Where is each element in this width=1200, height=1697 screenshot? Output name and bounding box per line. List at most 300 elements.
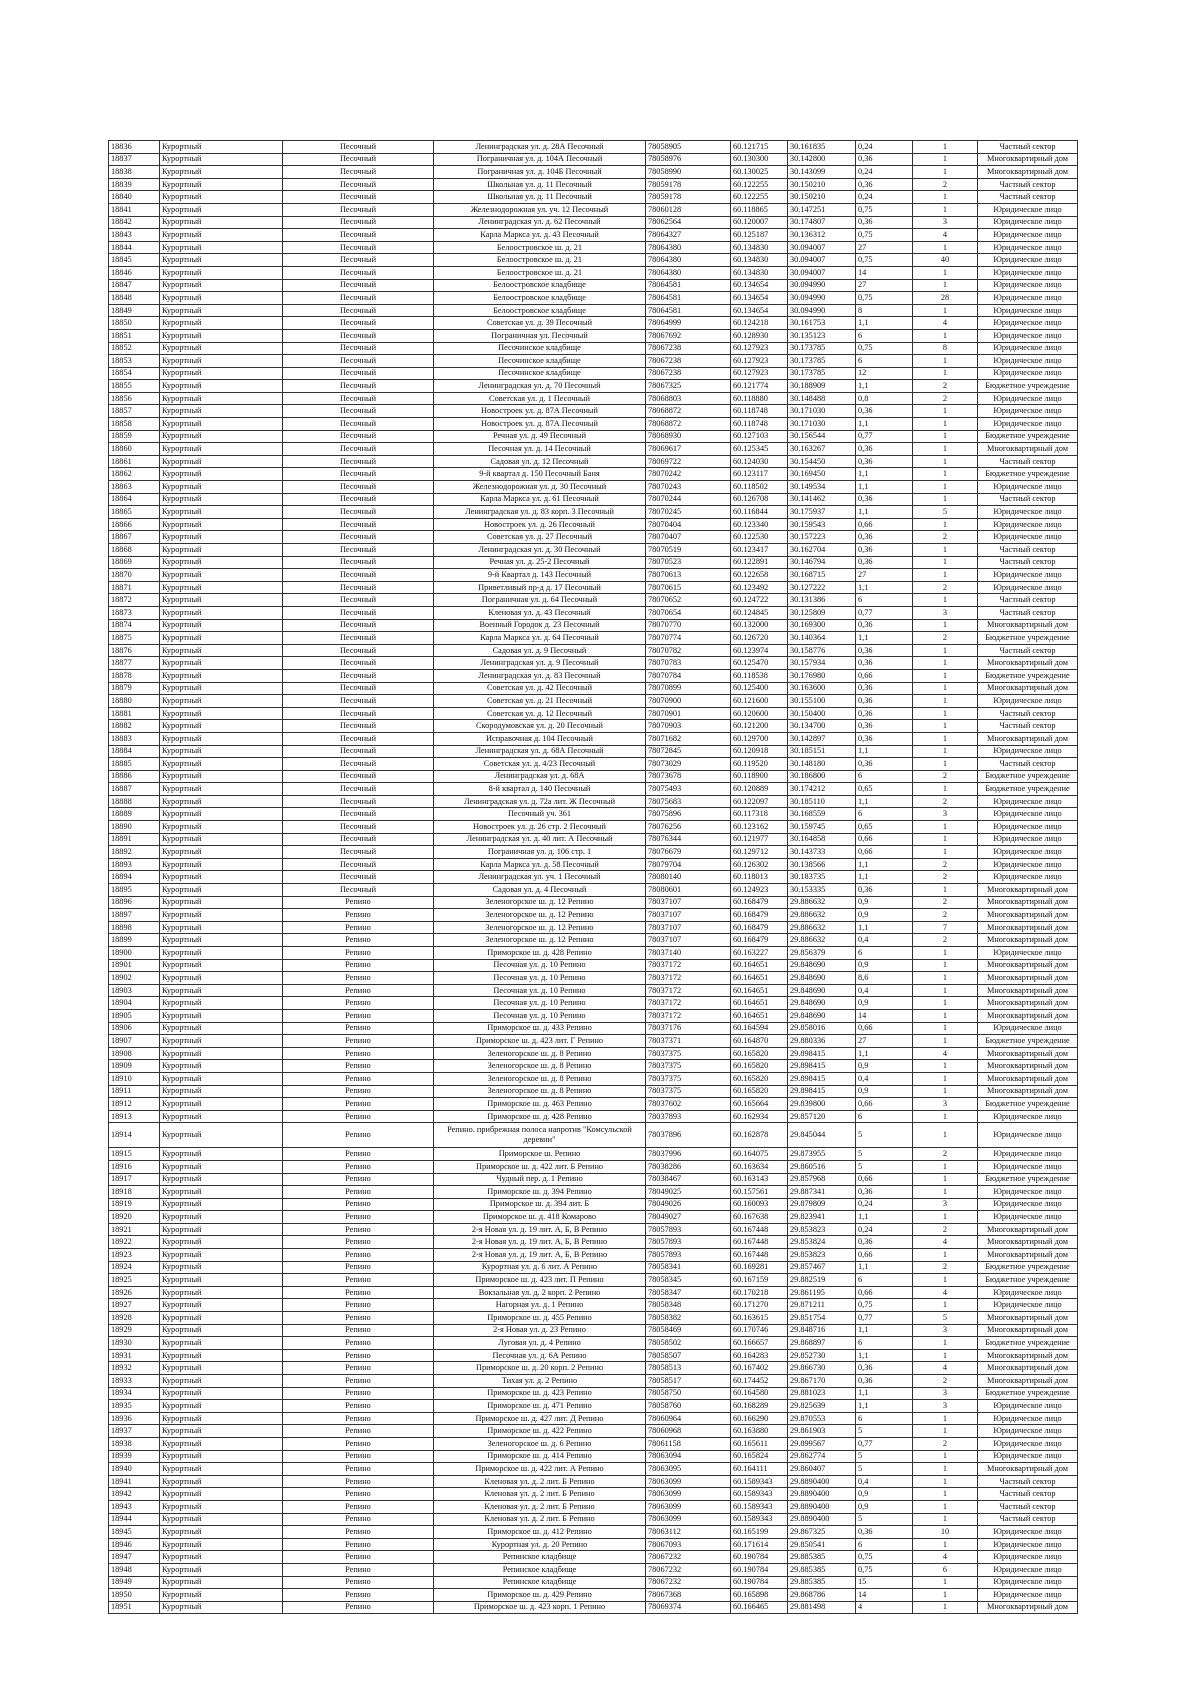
cell-row-number: 18897	[109, 909, 160, 922]
cell-address: Исправочная д. 104 Песочный	[434, 732, 646, 745]
cell-locality: Репино	[283, 1249, 434, 1262]
cell-row-number: 18841	[109, 203, 160, 216]
cell-row-number: 18874	[109, 619, 160, 632]
cell-owner-type: Юридическое лицо	[978, 695, 1078, 708]
cell-longitude: 30.161835	[788, 141, 856, 154]
cell-container-volume: 14	[856, 1589, 913, 1602]
cell-container-count: 1	[913, 959, 978, 972]
cell-locality: Репино	[283, 1211, 434, 1224]
cell-container-volume: 27	[856, 1035, 913, 1048]
cell-district: Курортный	[160, 380, 283, 393]
cell-locality: Репино	[283, 1173, 434, 1186]
cell-longitude: 30.161753	[788, 317, 856, 330]
cell-row-number: 18951	[109, 1601, 160, 1614]
cell-address: Новостроек ул. д. 26 стр. 2 Песочный	[434, 821, 646, 834]
cell-site-code: 78058345	[646, 1274, 731, 1287]
cell-owner-type: Юридическое лицо	[978, 355, 1078, 368]
cell-row-number: 18863	[109, 481, 160, 494]
cell-owner-type: Частный сектор	[978, 544, 1078, 557]
cell-address: Ленинградская ул. д. 68А	[434, 770, 646, 783]
cell-site-code: 78049025	[646, 1186, 731, 1199]
table-row	[109, 1110, 1078, 1123]
cell-site-code: 78063099	[646, 1475, 731, 1488]
cell-district: Курортный	[160, 1072, 283, 1085]
cell-longitude: 29.8890400	[788, 1500, 856, 1513]
cell-longitude: 30.142800	[788, 153, 856, 166]
cell-address: Белоостровское кладбище	[434, 292, 646, 305]
table-row	[109, 556, 1078, 569]
cell-container-count: 2	[913, 1437, 978, 1450]
cell-address: 9-й квартал д. 150 Песочный Баня	[434, 468, 646, 481]
cell-address: Приморское ш. д. 433 Репино	[434, 1022, 646, 1035]
cell-row-number: 18935	[109, 1400, 160, 1413]
cell-locality: Репино	[283, 1123, 434, 1148]
cell-latitude: 60.1589343	[731, 1513, 788, 1526]
cell-longitude: 30.163267	[788, 443, 856, 456]
cell-site-code: 78060968	[646, 1425, 731, 1438]
cell-longitude: 29.860516	[788, 1160, 856, 1173]
cell-site-code: 78058469	[646, 1324, 731, 1337]
cell-latitude: 60.165898	[731, 1589, 788, 1602]
cell-container-count: 3	[913, 1400, 978, 1413]
cell-owner-type: Многоквартирный дом	[978, 909, 1078, 922]
cell-address: Приморское ш. д. 414 Репино	[434, 1450, 646, 1463]
cell-latitude: 60.122097	[731, 795, 788, 808]
cell-container-volume: 1,1	[856, 317, 913, 330]
cell-latitude: 60.122255	[731, 178, 788, 191]
cell-latitude: 60.121200	[731, 720, 788, 733]
cell-longitude: 30.168559	[788, 808, 856, 821]
cell-latitude: 60.122891	[731, 556, 788, 569]
cell-latitude: 60.124218	[731, 317, 788, 330]
cell-container-volume: 0,36	[856, 707, 913, 720]
cell-container-count: 1	[913, 355, 978, 368]
cell-container-volume: 0,66	[856, 518, 913, 531]
cell-latitude: 60.167159	[731, 1274, 788, 1287]
table-row	[109, 141, 1078, 154]
container-sites-table	[108, 140, 1078, 1614]
cell-container-count: 1	[913, 984, 978, 997]
cell-district: Курортный	[160, 317, 283, 330]
cell-container-count: 1	[913, 1538, 978, 1551]
cell-site-code: 78069617	[646, 443, 731, 456]
cell-locality: Песочный	[283, 493, 434, 506]
cell-locality: Песочный	[283, 695, 434, 708]
cell-longitude: 30.134700	[788, 720, 856, 733]
cell-latitude: 60.163880	[731, 1425, 788, 1438]
cell-longitude: 29.886632	[788, 921, 856, 934]
cell-district: Курортный	[160, 1400, 283, 1413]
cell-district: Курортный	[160, 795, 283, 808]
cell-container-volume: 6	[856, 1110, 913, 1123]
cell-address: Новостроек ул. д. 26 Песочный	[434, 518, 646, 531]
cell-row-number: 18877	[109, 657, 160, 670]
table-row	[109, 720, 1078, 733]
cell-container-count: 1	[913, 166, 978, 179]
cell-address: Приморское ш. д. 423 лит. Г Репино	[434, 1035, 646, 1048]
cell-locality: Песочный	[283, 342, 434, 355]
cell-latitude: 60.125187	[731, 229, 788, 242]
cell-container-count: 3	[913, 216, 978, 229]
cell-address: 9-й Квартал д. 143 Песочный	[434, 569, 646, 582]
cell-container-count: 4	[913, 229, 978, 242]
cell-latitude: 60.123492	[731, 581, 788, 594]
cell-address: Приморское ш. д. 428 Репино	[434, 947, 646, 960]
cell-district: Курортный	[160, 1035, 283, 1048]
cell-row-number: 18912	[109, 1098, 160, 1111]
cell-longitude: 29.898415	[788, 1072, 856, 1085]
cell-address: Советская ул. д. 39 Песочный	[434, 317, 646, 330]
cell-latitude: 60.129700	[731, 732, 788, 745]
cell-latitude: 60.126302	[731, 858, 788, 871]
cell-longitude: 30.171030	[788, 405, 856, 418]
cell-address: Приветливый пр-д д. 17 Песочный	[434, 581, 646, 594]
cell-longitude: 29.848690	[788, 959, 856, 972]
cell-container-count: 1	[913, 569, 978, 582]
cell-row-number: 18876	[109, 644, 160, 657]
cell-locality: Репино	[283, 1425, 434, 1438]
table-row	[109, 191, 1078, 204]
cell-site-code: 78063099	[646, 1513, 731, 1526]
cell-district: Курортный	[160, 304, 283, 317]
cell-latitude: 60.121774	[731, 380, 788, 393]
cell-district: Курортный	[160, 506, 283, 519]
cell-container-volume: 0,24	[856, 1223, 913, 1236]
cell-owner-type: Частный сектор	[978, 1488, 1078, 1501]
cell-owner-type: Юридическое лицо	[978, 266, 1078, 279]
cell-site-code: 78037375	[646, 1072, 731, 1085]
cell-row-number: 18846	[109, 266, 160, 279]
table-row	[109, 1173, 1078, 1186]
cell-district: Курортный	[160, 166, 283, 179]
cell-container-volume: 1,1	[856, 468, 913, 481]
cell-container-volume: 5	[856, 1123, 913, 1148]
cell-address: 2-я Новая ул. д. 23 Репино	[434, 1324, 646, 1337]
cell-longitude: 30.148488	[788, 392, 856, 405]
cell-owner-type: Юридическое лицо	[978, 947, 1078, 960]
cell-container-volume: 0,36	[856, 644, 913, 657]
table-row	[109, 178, 1078, 191]
cell-longitude: 29.885385	[788, 1576, 856, 1589]
table-row	[109, 909, 1078, 922]
cell-longitude: 30.174807	[788, 216, 856, 229]
cell-container-count: 1	[913, 203, 978, 216]
table-row	[109, 1563, 1078, 1576]
cell-latitude: 60.1589343	[731, 1475, 788, 1488]
cell-latitude: 60.117318	[731, 808, 788, 821]
table-row	[109, 493, 1078, 506]
cell-district: Курортный	[160, 1110, 283, 1123]
cell-longitude: 30.173785	[788, 355, 856, 368]
cell-owner-type: Юридическое лицо	[978, 858, 1078, 871]
cell-container-volume: 1,1	[856, 506, 913, 519]
cell-row-number: 18854	[109, 367, 160, 380]
cell-latitude: 60.128930	[731, 329, 788, 342]
cell-locality: Песочный	[283, 481, 434, 494]
table-row	[109, 619, 1078, 632]
cell-site-code: 78060964	[646, 1412, 731, 1425]
cell-district: Курортный	[160, 909, 283, 922]
cell-site-code: 78058341	[646, 1261, 731, 1274]
cell-row-number: 18928	[109, 1312, 160, 1325]
cell-container-count: 4	[913, 1047, 978, 1060]
cell-latitude: 60.160093	[731, 1198, 788, 1211]
table-row	[109, 1072, 1078, 1085]
cell-row-number: 18934	[109, 1387, 160, 1400]
table-row	[109, 871, 1078, 884]
cell-container-count: 1	[913, 141, 978, 154]
cell-owner-type: Многоквартирный дом	[978, 1601, 1078, 1614]
table-row	[109, 1375, 1078, 1388]
cell-container-volume: 1,1	[856, 1400, 913, 1413]
cell-longitude: 30.150210	[788, 178, 856, 191]
cell-container-volume: 0,36	[856, 1362, 913, 1375]
cell-site-code: 78070519	[646, 544, 731, 557]
cell-row-number: 18932	[109, 1362, 160, 1375]
table-row	[109, 455, 1078, 468]
cell-container-count: 1	[913, 1450, 978, 1463]
cell-latitude: 60.164651	[731, 1009, 788, 1022]
cell-owner-type: Юридическое лицо	[978, 1425, 1078, 1438]
cell-owner-type: Юридическое лицо	[978, 279, 1078, 292]
cell-container-volume: 12	[856, 367, 913, 380]
cell-district: Курортный	[160, 1098, 283, 1111]
cell-longitude: 29.882519	[788, 1274, 856, 1287]
cell-site-code: 78064380	[646, 241, 731, 254]
cell-address: Садовая ул. д. 9 Песочный	[434, 644, 646, 657]
cell-owner-type: Бюджетное учреждение	[978, 770, 1078, 783]
cell-address: Зеленогорское ш. д. 8 Репино	[434, 1072, 646, 1085]
table-row	[109, 1551, 1078, 1564]
cell-longitude: 30.183735	[788, 871, 856, 884]
cell-address: Песочинское кладбище	[434, 342, 646, 355]
cell-site-code: 78037107	[646, 909, 731, 922]
cell-row-number: 18867	[109, 531, 160, 544]
cell-container-count: 1	[913, 1500, 978, 1513]
table-row	[109, 518, 1078, 531]
cell-district: Курортный	[160, 972, 283, 985]
cell-row-number: 18836	[109, 141, 160, 154]
cell-container-volume: 0,9	[856, 909, 913, 922]
cell-site-code: 78073029	[646, 758, 731, 771]
cell-district: Курортный	[160, 1022, 283, 1035]
cell-longitude: 29.898415	[788, 1060, 856, 1073]
cell-locality: Песочный	[283, 858, 434, 871]
cell-row-number: 18909	[109, 1060, 160, 1073]
cell-longitude: 29.848690	[788, 984, 856, 997]
cell-latitude: 60.125470	[731, 657, 788, 670]
cell-locality: Репино	[283, 1072, 434, 1085]
table-row	[109, 216, 1078, 229]
cell-container-count: 2	[913, 1261, 978, 1274]
cell-latitude: 60.129712	[731, 846, 788, 859]
cell-row-number: 18881	[109, 707, 160, 720]
table-row	[109, 153, 1078, 166]
cell-district: Курортный	[160, 846, 283, 859]
cell-site-code: 78037107	[646, 896, 731, 909]
cell-longitude: 30.150400	[788, 707, 856, 720]
cell-latitude: 60.122530	[731, 531, 788, 544]
cell-locality: Песочный	[283, 783, 434, 796]
cell-latitude: 60.120889	[731, 783, 788, 796]
cell-row-number: 18937	[109, 1425, 160, 1438]
cell-owner-type: Юридическое лицо	[978, 254, 1078, 267]
cell-address: Советская ул. д. 12 Песочный	[434, 707, 646, 720]
cell-latitude: 60.120918	[731, 745, 788, 758]
cell-container-count: 1	[913, 783, 978, 796]
cell-locality: Песочный	[283, 166, 434, 179]
cell-district: Курортный	[160, 934, 283, 947]
cell-address: 2-я Новая ул. д. 19 лит. А, Б, В Репино	[434, 1236, 646, 1249]
cell-row-number: 18916	[109, 1160, 160, 1173]
cell-container-volume: 5	[856, 1463, 913, 1476]
cell-address: Садовая ул. д. 12 Песочный	[434, 455, 646, 468]
cell-locality: Песочный	[283, 569, 434, 582]
table-row	[109, 279, 1078, 292]
cell-longitude: 29.881023	[788, 1387, 856, 1400]
cell-district: Курортный	[160, 153, 283, 166]
cell-district: Курортный	[160, 1286, 283, 1299]
cell-site-code: 78057893	[646, 1236, 731, 1249]
cell-container-count: 8	[913, 342, 978, 355]
cell-district: Курортный	[160, 229, 283, 242]
cell-site-code: 78058750	[646, 1387, 731, 1400]
cell-locality: Песочный	[283, 468, 434, 481]
cell-address: Скородумовская ул. д. 20 Песочный	[434, 720, 646, 733]
cell-owner-type: Многоквартирный дом	[978, 1223, 1078, 1236]
cell-owner-type: Юридическое лицо	[978, 1286, 1078, 1299]
cell-container-count: 2	[913, 909, 978, 922]
cell-locality: Песочный	[283, 808, 434, 821]
cell-container-count: 1	[913, 279, 978, 292]
cell-longitude: 29.839800	[788, 1098, 856, 1111]
cell-longitude: 30.157223	[788, 531, 856, 544]
table-row	[109, 1425, 1078, 1438]
table-row	[109, 418, 1078, 431]
cell-container-volume: 0,66	[856, 1286, 913, 1299]
cell-locality: Репино	[283, 959, 434, 972]
cell-container-volume: 6	[856, 329, 913, 342]
cell-locality: Репино	[283, 1475, 434, 1488]
cell-locality: Репино	[283, 997, 434, 1010]
cell-site-code: 78037602	[646, 1098, 731, 1111]
cell-district: Курортный	[160, 405, 283, 418]
table-row	[109, 783, 1078, 796]
cell-district: Курортный	[160, 1060, 283, 1073]
cell-row-number: 18872	[109, 594, 160, 607]
cell-longitude: 29.867170	[788, 1375, 856, 1388]
cell-latitude: 60.171270	[731, 1299, 788, 1312]
cell-owner-type: Частный сектор	[978, 1513, 1078, 1526]
cell-site-code: 78037375	[646, 1060, 731, 1073]
cell-owner-type: Частный сектор	[978, 758, 1078, 771]
cell-container-volume: 0,36	[856, 1236, 913, 1249]
cell-owner-type: Юридическое лицо	[978, 569, 1078, 582]
cell-row-number: 18845	[109, 254, 160, 267]
cell-longitude: 30.155100	[788, 695, 856, 708]
cell-address: Кленовая ул. д. 2 лит. Б Репино	[434, 1475, 646, 1488]
cell-container-count: 2	[913, 858, 978, 871]
cell-address: Песочинское кладбище	[434, 355, 646, 368]
cell-container-volume: 0,36	[856, 720, 913, 733]
cell-site-code: 78070407	[646, 531, 731, 544]
cell-longitude: 29.860407	[788, 1463, 856, 1476]
cell-site-code: 78070903	[646, 720, 731, 733]
cell-address: Песочная ул. д. 6А Репино	[434, 1349, 646, 1362]
cell-locality: Песочный	[283, 405, 434, 418]
cell-owner-type: Многоквартирный дом	[978, 1009, 1078, 1022]
cell-district: Курортный	[160, 1450, 283, 1463]
cell-longitude: 30.168715	[788, 569, 856, 582]
cell-owner-type: Многоквартирный дом	[978, 1085, 1078, 1098]
table-row	[109, 468, 1078, 481]
cell-latitude: 60.163143	[731, 1173, 788, 1186]
cell-district: Курортный	[160, 959, 283, 972]
cell-site-code: 78037996	[646, 1148, 731, 1161]
cell-district: Курортный	[160, 544, 283, 557]
cell-owner-type: Юридическое лицо	[978, 1160, 1078, 1173]
table-row	[109, 1576, 1078, 1589]
cell-container-count: 1	[913, 556, 978, 569]
table-row	[109, 581, 1078, 594]
cell-site-code: 78079704	[646, 858, 731, 871]
cell-row-number: 18940	[109, 1463, 160, 1476]
cell-latitude: 60.125345	[731, 443, 788, 456]
cell-owner-type: Юридическое лицо	[978, 1148, 1078, 1161]
cell-site-code: 78059178	[646, 178, 731, 191]
cell-district: Курортный	[160, 821, 283, 834]
cell-latitude: 60.164283	[731, 1349, 788, 1362]
table-row	[109, 1274, 1078, 1287]
cell-container-count: 1	[913, 1513, 978, 1526]
cell-address: Пограничная ул. д. 64 Песочный	[434, 594, 646, 607]
cell-row-number: 18924	[109, 1261, 160, 1274]
cell-owner-type: Юридическое лицо	[978, 506, 1078, 519]
cell-row-number: 18847	[109, 279, 160, 292]
cell-locality: Репино	[283, 909, 434, 922]
cell-longitude: 30.157934	[788, 657, 856, 670]
cell-latitude: 60.130300	[731, 153, 788, 166]
cell-locality: Репино	[283, 1035, 434, 1048]
cell-container-count: 4	[913, 1236, 978, 1249]
cell-row-number: 18890	[109, 821, 160, 834]
cell-address: Приморское ш. д. 463 Репино	[434, 1098, 646, 1111]
cell-container-volume: 0,36	[856, 619, 913, 632]
cell-address: Луговая ул. д. 4 Репино	[434, 1337, 646, 1350]
cell-locality: Песочный	[283, 455, 434, 468]
cell-row-number: 18871	[109, 581, 160, 594]
cell-container-volume: 1,1	[856, 1211, 913, 1224]
cell-locality: Репино	[283, 1463, 434, 1476]
cell-container-count: 1	[913, 1349, 978, 1362]
cell-locality: Песочный	[283, 871, 434, 884]
cell-latitude: 60.168479	[731, 896, 788, 909]
cell-container-count: 1	[913, 745, 978, 758]
cell-container-volume: 0,65	[856, 821, 913, 834]
cell-longitude: 29.886632	[788, 909, 856, 922]
cell-district: Курортный	[160, 594, 283, 607]
cell-latitude: 60.167402	[731, 1362, 788, 1375]
cell-container-count: 1	[913, 758, 978, 771]
table-row	[109, 1526, 1078, 1539]
cell-row-number: 18911	[109, 1085, 160, 1098]
cell-site-code: 78037172	[646, 972, 731, 985]
cell-longitude: 29.868897	[788, 1337, 856, 1350]
cell-district: Курортный	[160, 720, 283, 733]
cell-row-number: 18858	[109, 418, 160, 431]
cell-container-volume: 0,4	[856, 984, 913, 997]
cell-container-volume: 0,77	[856, 430, 913, 443]
